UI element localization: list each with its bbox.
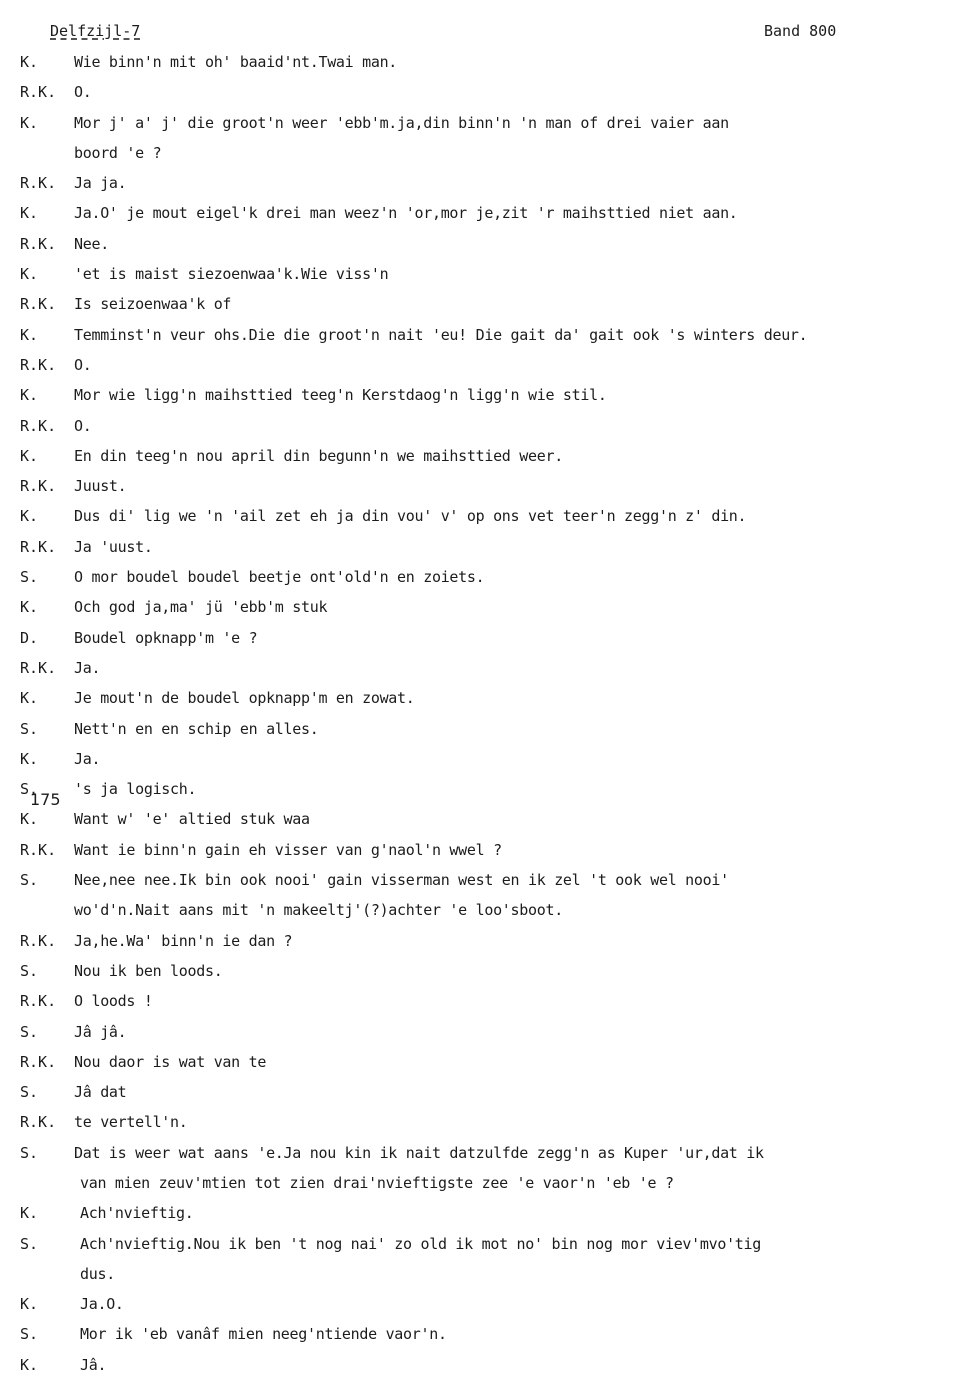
transcript-line [0,265,973,295]
speaker-label: K. [20,204,39,223]
transcript-line [0,83,973,113]
utterance-text: Ja,he.Wa' binn'n ie dan ? [74,931,293,950]
transcript-line [0,235,973,265]
transcript-line [0,750,973,780]
utterance-text: Want w' 'e' altied stuk waa [74,810,310,829]
utterance-text: Boudel opknapp'm 'e ? [74,628,258,647]
utterance-text: 's ja logisch. [74,780,197,799]
transcript-line [0,720,973,750]
transcript-line [0,1144,973,1174]
utterance-text: Is seizoenwaa'k of [74,295,232,314]
transcript-line [0,1083,973,1113]
transcript-line [0,992,973,1022]
speaker-label: S. [20,1325,39,1344]
transcript-line [0,144,973,174]
transcript-line [0,1235,973,1265]
utterance-text: Nee. [74,234,109,253]
transcript-line [0,1053,973,1083]
utterance-text: Je mout'n de boudel opknapp'm en zowat. [74,689,415,708]
utterance-text: O mor boudel boudel beetje ont'old'n en zoiets. [74,568,485,587]
speaker-label: K. [20,1355,39,1374]
transcript-line [0,932,973,962]
speaker-label: K. [20,265,39,284]
utterance-text: Jâ. [80,1355,107,1374]
transcript-line [0,810,973,840]
speaker-label: R.K. [20,658,57,677]
document-id: Delfzijl-7 [50,22,141,40]
transcript-line [0,538,973,568]
utterance-text: O. [74,83,92,102]
transcript-line [0,1174,973,1204]
transcript-line [0,841,973,871]
utterance-text: Ja.O' je mout eigel'k drei man weez'n 'or,mor je,zit 'r maihsttied niet aan. [74,204,738,223]
utterance-text: Temminst'n veur ohs.Die die groot'n nait 'eu! Die gait da' gait ook 's winters deur. [74,325,808,344]
speaker-label: S. [20,1234,39,1253]
transcript-line [0,386,973,416]
transcript-line [0,568,973,598]
speaker-label: S. [20,780,39,799]
utterance-text: Och god ja,ma' jü 'ebb'm stuk [74,598,328,617]
transcript-line [0,507,973,537]
utterance-text: boord 'e ? [74,143,162,162]
utterance-text: Ach'nvieftig. [80,1204,194,1223]
transcript-line [0,295,973,325]
speaker-label: K. [20,1204,39,1223]
transcript-line [0,871,973,901]
speaker-label: R.K. [20,355,57,374]
speaker-label: S. [20,871,39,890]
speaker-label: R.K. [20,1052,57,1071]
utterance-text: Dus di' lig we 'n 'ail zet eh ja din vou' v' op ons vet teer'n zegg'n z' din. [74,507,747,526]
utterance-text: Nett'n en en schip en alles. [74,719,319,738]
speaker-label: R.K. [20,83,57,102]
utterance-text: Wie binn'n mit oh' baaid'nt.Twai man. [74,53,398,71]
speaker-label: K. [20,53,39,71]
speaker-label: K. [20,598,39,617]
utterance-text: Mor wie ligg'n maihsttied teeg'n Kerstdaog'n ligg'n wie stil. [74,386,607,405]
transcript-line [0,326,973,356]
speaker-label: R.K. [20,1113,57,1132]
speaker-label: S. [20,1083,39,1102]
utterance-text: O. [74,416,92,435]
tape-number: Band 800 [764,22,837,40]
transcript-line [0,1113,973,1143]
speaker-label: K. [20,810,39,829]
speaker-label: K. [20,325,39,344]
transcript-line [0,689,973,719]
utterance-text: Juust. [74,477,127,496]
utterance-text: Jâ dat [74,1083,127,1102]
utterance-text: te vertell'n. [74,1113,188,1132]
speaker-label: K. [20,386,39,405]
transcript-line [0,447,973,477]
transcript-line [0,629,973,659]
speaker-label: R.K. [20,477,57,496]
utterance-text: O. [74,355,92,374]
transcript-line [0,477,973,507]
utterance-text: 'et is maist siezoenwaa'k.Wie viss'n [74,265,389,284]
transcript-line [0,417,973,447]
transcript-line [0,356,973,386]
transcript-line [0,1325,973,1355]
utterance-text: Mor ik 'eb vanâf mien neeg'ntiende vaor'n. [80,1325,447,1344]
utterance-text: wo'd'n.Nait aans mit 'n makeeltj'(?)achter 'e loo'sboot. [74,901,563,920]
utterance-text: Dat is weer wat aans 'e.Ja nou kin ik nait datzulfde zegg'n as Kuper 'ur,dat ik [74,1143,764,1162]
speaker-label: K. [20,113,39,132]
speaker-label: D. [20,628,39,647]
speaker-label: S. [20,568,39,587]
transcript-line [0,53,973,83]
utterance-text: Nou ik ben loods. [74,961,223,980]
utterance-text: van mien zeuv'mtien tot zien drai'nvieftigste zee 'e vaor'n 'eb 'e ? [80,1173,674,1192]
transcript-line [0,204,973,234]
utterance-text: Ach'nvieftig.Nou ik ben 't nog nai' zo old ik mot no' bin nog mor viev'mvo'tig [80,1234,762,1253]
utterance-text: Ja ja. [74,174,127,193]
speaker-label: S. [20,961,39,980]
transcript-line [0,901,973,931]
speaker-label: K. [20,749,39,768]
speaker-label: K. [20,1295,39,1314]
transcript-line [0,1265,973,1295]
transcript-line [0,1295,973,1325]
utterance-text: Nou daor is wat van te [74,1052,267,1071]
utterance-text: Want ie binn'n gain eh visser van g'naol'n wwel ? [74,840,502,859]
speaker-label: R.K. [20,295,57,314]
speaker-label: S. [20,719,39,738]
utterance-text: Ja. [74,658,101,677]
utterance-text: Nee,nee nee.Ik bin ook nooi' gain visserman west en ik zel 't ook wel nooi' [74,871,729,890]
utterance-text: O loods ! [74,992,153,1011]
transcript-line [0,962,973,992]
speaker-label: R.K. [20,416,57,435]
transcript-line [0,114,973,144]
utterance-text: Jâ jâ. [74,1022,127,1041]
speaker-label: K. [20,689,39,708]
utterance-text: Ja. [74,749,101,768]
transcript-line [0,659,973,689]
speaker-label: R.K. [20,931,57,950]
transcript-line [0,1204,973,1234]
speaker-label: R.K. [20,174,57,193]
transcript-line [0,1356,973,1386]
utterance-text: Ja.O. [80,1295,124,1314]
speaker-label: S. [20,1143,39,1162]
speaker-label: K. [20,446,39,465]
speaker-label: R.K. [20,537,57,556]
transcript-line [0,1023,973,1053]
utterance-text: dus. [80,1264,115,1283]
margin-note: 175 [30,790,61,809]
speaker-label: K. [20,507,39,526]
speaker-label: S. [20,1022,39,1041]
speaker-label: R.K. [20,234,57,253]
transcript-line [0,174,973,204]
speaker-label: R.K. [20,840,57,859]
utterance-text: Mor j' a' j' die groot'n weer 'ebb'm.ja,din binn'n 'n man of drei vaier aan [74,113,729,132]
speaker-label: R.K. [20,992,57,1011]
transcript-line [0,780,973,810]
transcript-line [0,598,973,628]
utterance-text: Ja 'uust. [74,537,153,556]
transcript-lines [0,53,973,1386]
utterance-text: En din teeg'n nou april din begunn'n we maihsttied weer. [74,446,563,465]
